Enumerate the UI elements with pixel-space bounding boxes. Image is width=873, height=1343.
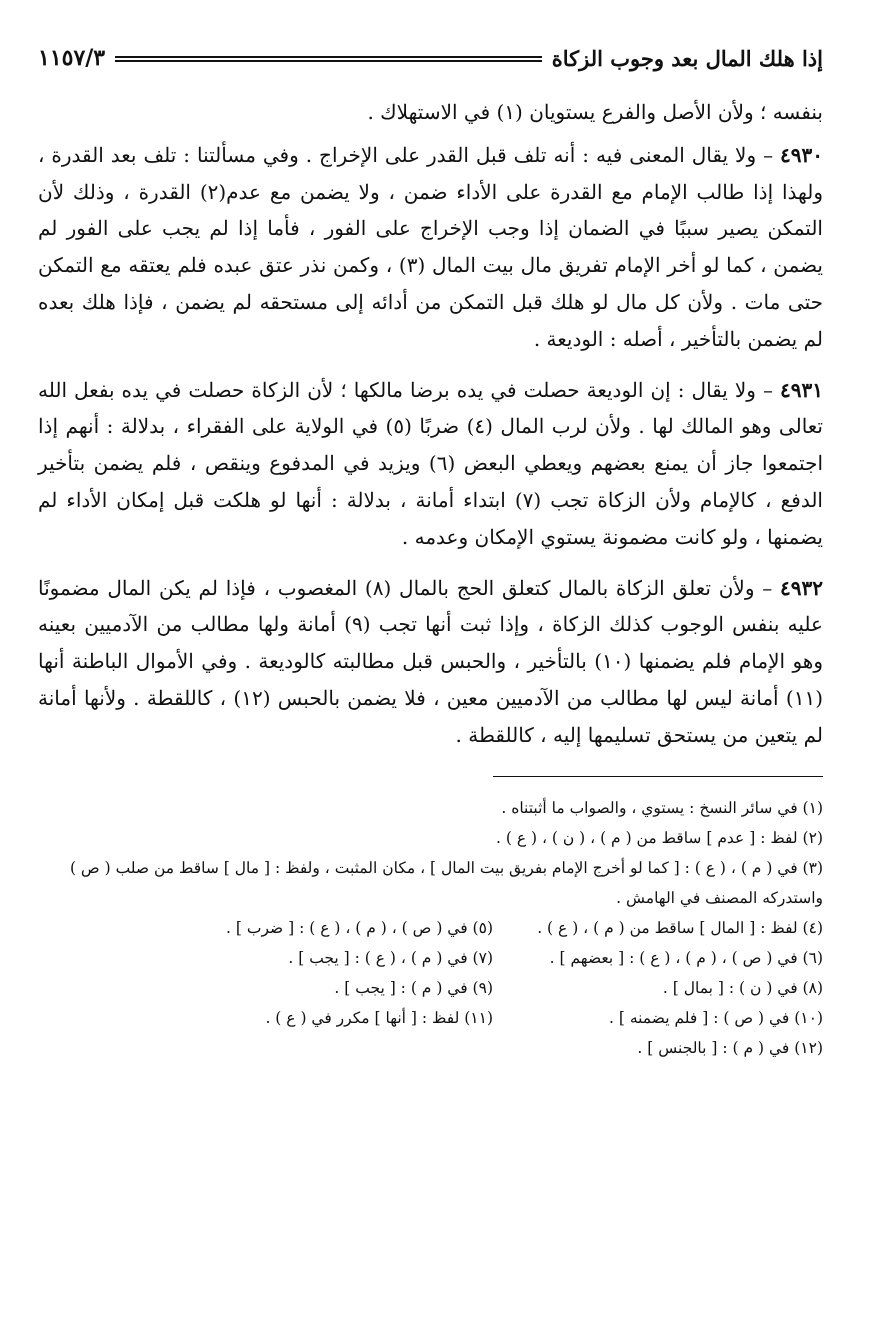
footnote-row	[38, 943, 823, 973]
paragraph	[38, 94, 823, 131]
page-header	[38, 38, 823, 78]
footnote-4: (٤) لفظ : [ المال ] ساقط من ( م ) ، ( ع ) .	[537, 918, 823, 937]
footnote-11: (١١) لفظ : [ أنها ] مكرر في ( ع ) .	[265, 1008, 493, 1027]
footnote-row	[38, 1003, 823, 1033]
footnotes-divider	[493, 776, 823, 777]
footnote-7: (٧) في ( م ) ، ( ع ) : [ يجب ] .	[288, 948, 493, 967]
footnote-1: (١) في سائر النسخ : يستوي ، والصواب ما أثبتناه .	[501, 798, 823, 817]
page-number: ١١٥٧/٣	[38, 45, 106, 71]
paragraph-text: بنفسه ؛ ولأن الأصل والفرع يستويان (١) في الاستهلاك .	[367, 100, 823, 124]
paragraph-4930	[38, 137, 823, 358]
footnote-row	[38, 913, 823, 943]
main-text	[38, 94, 823, 754]
footnote-3: (٣) في ( م ) ، ( ع ) : [ كما لو أخرج الإمام بفريق بيت المال ] ، مكان المثبت ، ولفظ : [ مال ] ساقط من صلب ( ص ) واستدركه المصنف في الهامش .	[69, 858, 823, 907]
book-page	[38, 38, 823, 1313]
running-title: إذا هلك المال بعد وجوب الزكاة	[551, 45, 823, 71]
footnote-2: (٢) لفظ : [ عدم ] ساقط من ( م ) ، ( ن ) ، ( ع ) .	[495, 828, 823, 847]
paragraph-number: ٤٩٣٠	[780, 142, 823, 167]
footnote-12: (١٢) في ( م ) : [ بالجنس ] .	[637, 1038, 823, 1057]
paragraph-4932	[38, 570, 823, 754]
footnotes	[38, 793, 823, 1063]
footnote-5: (٥) في ( ص ) ، ( م ) ، ( ع ) : [ ضرب ] .	[226, 918, 493, 937]
paragraph-number: ٤٩٣١	[780, 377, 823, 402]
paragraph-number: ٤٩٣٢	[780, 575, 823, 600]
paragraph-text: – ولأن تعلق الزكاة بالمال كتعلق الحج بالمال (٨) المغصوب ، فإذا لم يكن المال مضمونًا عليه بنفس الوجوب كذلك الزكاة ، وإذا ثبت أنها تجب (٩) أمانة ولها مطالب من الآدميين بعينه وهو الإمام فلم يضمنها (١٠) بالتأخير ، والحبس قبل مطالبته كالوديعة . وفي الأموال الباطنة أنها (١١) أمانة ليس لها مطالب من الآدميين معين ، فلا يضمن بالحبس (١٢) ، كاللقطة . ولأنها أمانة لم يتعين من يستحق تسليمها إليه ، كاللقطة .	[38, 575, 824, 747]
footnote-row	[38, 973, 823, 1003]
paragraph-text: – ولا يقال المعنى فيه : أنه تلف قبل القدر على الإخراج . وفي مسألتنا : تلف بعد القدرة ، ولهذا إذا طالب الإمام مع القدرة على الأداء ضمن ، ولا يضمن مع عدم(٢) القدرة ، وذلك لأن التمكن يصير سببًا في الضمان إذا وجب الإخراج على الفور ، فأما إذا لم يجب على الفور لم يضمن ، كما لو أخر الإمام تفريق مال بيت المال (٣) ، وكمن نذر عتق عبده فلم يعتقه مع التمكن حتى مات . ولأن كل مال لو هلك قبل التمكن من أدائه إلى مستحقه لم يضمن ، فإذا هلك بعده لم يضمن بالتأخير ، أصله : الوديعة .	[38, 142, 824, 351]
footnote-8: (٨) في ( ن ) : [ بمال ] .	[662, 978, 823, 997]
header-rule	[115, 56, 542, 62]
footnote-6: (٦) في ( ص ) ، ( م ) ، ( ع ) : [ بعضهم ] .	[549, 948, 823, 967]
paragraph-4931	[38, 372, 823, 556]
footnote-9: (٩) في ( م ) : [ يجب ] .	[334, 978, 493, 997]
footnote-10: (١٠) في ( ص ) : [ فلم يضمنه ] .	[608, 1008, 823, 1027]
paragraph-text: – ولا يقال : إن الوديعة حصلت في يده برضا مالكها ؛ لأن الزكاة حصلت في يده بفعل الله تعالى وهو المالك لها . ولأن لرب المال (٤) ضربًا (٥) في الولاية على الفقراء ، بدلالة : أنهم إذا اجتمعوا جاز أن يمنع بعضهم ويعطي البعض (٦) ويزيد في المدفوع وينقص ، فلم يضمن بتأخير الدفع ، كالإمام ولأن الزكاة تجب (٧) ابتداء أمانة ، بدلالة : أنها لو هلكت قبل إمكان الأداء لم يضمنها ، ولو كانت مضمونة يستوي الإمكان وعدمه .	[38, 377, 824, 549]
